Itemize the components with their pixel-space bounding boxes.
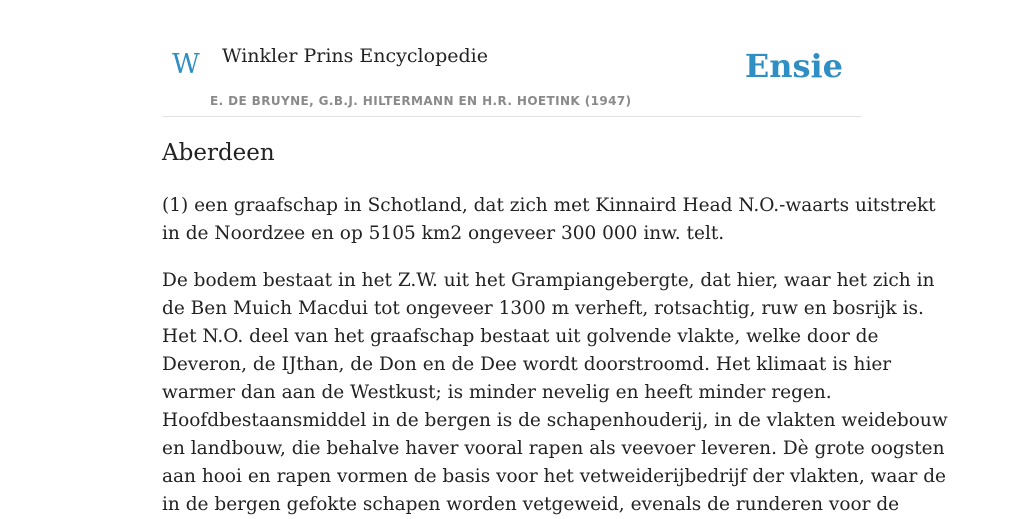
article-paragraph — [162, 267, 948, 519]
paragraph-line: in de bergen gefokte schapen worden vetgeweid, evenals de runderen voor de — [162, 494, 900, 515]
paragraph-line: in de Noordzee en op 5105 km2 ongeveer 300 000 inw. telt. — [162, 223, 725, 244]
paragraph-line: Hoofdbestaansmiddel in de bergen is de schapenhouderij, in de vlakten weidebouw — [162, 410, 948, 431]
winkler-prins-logo[interactable]: W — [172, 49, 200, 80]
paragraph-line: de Ben Muich Macdui tot ongeveer 1300 m verheft, rotsachtig, ruw en bosrijk is. — [162, 298, 924, 319]
article-paragraph — [162, 192, 936, 248]
site-header — [162, 0, 862, 117]
article-title: Aberdeen — [162, 140, 275, 166]
book-authors: E. DE BRUYNE, G.B.J. HILTERMANN EN H.R. HOETINK (1947) — [210, 94, 632, 108]
ensie-logo[interactable]: Ensie — [744, 47, 843, 85]
page — [162, 0, 948, 515]
paragraph-line: warmer dan aan de Westkust; is minder nevelig en heeft minder regen. — [162, 382, 832, 403]
paragraph-line: Het N.O. deel van het graafschap bestaat uit golvende vlakte, welke door de — [162, 326, 879, 347]
paragraph-line: aan hooi en rapen vormen de basis voor het vetweiderijbedrijf der vlakten, waar de — [162, 466, 946, 487]
paragraph-line: en landbouw, die behalve haver vooral rapen als veevoer leveren. Dè grote oogsten — [162, 438, 945, 459]
book-title[interactable]: Winkler Prins Encyclopedie — [222, 45, 488, 67]
paragraph-line: (1) een graafschap in Schotland, dat zich met Kinnaird Head N.O.-waarts uitstrekt — [162, 195, 936, 216]
paragraph-line: De bodem bestaat in het Z.W. uit het Grampiangebergte, dat hier, waar het zich in — [162, 270, 935, 291]
paragraph-line: Deveron, de IJthan, de Don en de Dee wordt doorstroomd. Het klimaat is hier — [162, 354, 892, 375]
